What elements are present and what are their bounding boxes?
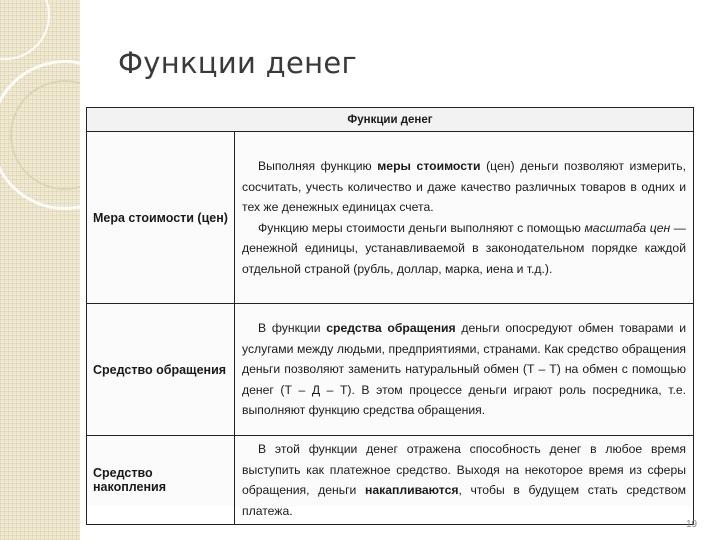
text-segment: Функцию меры стоимости деньги выполняют с помощью (258, 220, 585, 235)
money-functions-table-wrapper (86, 107, 694, 518)
function-description (235, 132, 694, 304)
italic-term: масштаба цен (584, 220, 671, 235)
description-paragraph (242, 218, 686, 280)
table-row (87, 436, 694, 525)
function-description (235, 304, 694, 436)
text-segment: В этой функции денег отражена способность денег в любое время выступить как платежное средство. Выходя на некоторое время из сферы обращения, деньги (242, 442, 686, 497)
text-segment: (цен) деньги позволяют измерить, сосчитать, учесть количество и даже качество различных товаров в одних и тех же денежных единицах счета. (242, 159, 686, 214)
bold-term: средства обращения (326, 321, 456, 336)
page-number: 19 (686, 519, 698, 530)
description-paragraph (242, 439, 686, 521)
description-paragraph (242, 156, 686, 218)
text-segment: — денежной единицы, устанавливаемой в законодательном порядке каждой отдельной страной (рубль, доллар, марка, иена и т.д.). (242, 220, 686, 276)
table-header: Функции денег (87, 108, 694, 132)
description-paragraph (242, 318, 686, 421)
text-segment: деньги опосредуют обмен товарами и услугами между людьми, предприятиями, странами. Как средство обращения деньги позволяют заменить натуральный обмен (Т – Т) на обмен с помощью денег (Т – Д – Т). В этом процессе деньги играют роль посредника, т.е. выполняют функцию средства обращения. (242, 321, 686, 418)
bold-term: меры стоимости (377, 159, 481, 173)
table-row (87, 132, 694, 304)
table-row (87, 304, 694, 436)
slide-title: Функции денег (118, 46, 358, 80)
function-name: Мера стоимости (цен) (87, 132, 235, 304)
function-description (235, 436, 694, 525)
text-segment: В функции (258, 321, 327, 336)
text-segment: , чтобы в будущем стать средством платежа. (242, 483, 686, 518)
decorative-side-strip (0, 0, 80, 540)
bold-term: накапливаются (364, 483, 459, 497)
money-functions-table (86, 107, 694, 525)
table-header-row (87, 108, 694, 132)
text-segment: Выполняя функцию (258, 159, 378, 173)
function-name: Средство накопления (87, 436, 235, 525)
function-name: Средство обращения (87, 304, 235, 436)
decorative-circle (0, 0, 50, 60)
